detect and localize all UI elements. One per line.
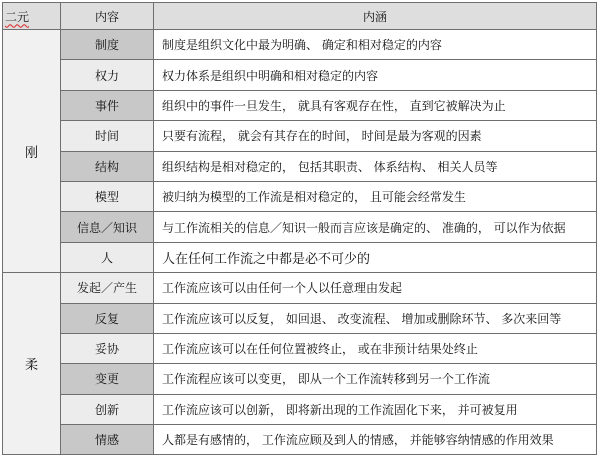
table-row — [3, 273, 597, 303]
row-item: 妥协 — [61, 333, 154, 363]
table-row — [3, 242, 597, 272]
row-desc: 工作流应该可以创新， 即将新出现的工作流固化下来， 并可被复用 — [154, 394, 597, 424]
row-item: 模型 — [61, 181, 154, 211]
row-desc: 与工作流相关的信息／知识一般而言应该是确定的、 准确的， 可以作为依据 — [154, 212, 597, 242]
row-item: 变更 — [61, 364, 154, 394]
row-desc: 人在任何工作流之中都是必不可少的 — [154, 242, 597, 272]
header-content: 内容 — [61, 3, 154, 30]
row-desc: 工作流应该可以在任何位置被终止， 或在非预计结果处终止 — [154, 333, 597, 363]
row-desc: 被归纳为模型的工作流是相对稳定的， 且可能会经常发生 — [154, 181, 597, 211]
table-row — [3, 425, 597, 455]
row-item: 事件 — [61, 90, 154, 120]
header-duality: 二元 — [3, 3, 61, 30]
row-item: 时间 — [61, 121, 154, 151]
row-desc: 组织中的事件一旦发生， 就具有客观存在性， 直到它被解决为止 — [154, 90, 597, 120]
row-item: 创新 — [61, 394, 154, 424]
header-meaning: 内涵 — [154, 3, 597, 30]
table-row — [3, 151, 597, 181]
header-row — [3, 3, 597, 30]
table-row — [3, 364, 597, 394]
group-label-rigid: 刚 — [3, 30, 61, 273]
table-row — [3, 212, 597, 242]
row-desc: 组织结构是相对稳定的， 包括其职责、 体系结构、 相关人员等 — [154, 151, 597, 181]
row-desc: 制度是组织文化中最为明确、 确定和相对稳定的内容 — [154, 30, 597, 60]
row-desc: 工作流应该可以反复， 如回退、 改变流程、 增加或删除环节、 多次来回等 — [154, 303, 597, 333]
duality-table — [2, 2, 597, 455]
row-desc: 只要有流程， 就会有其存在的时间， 时间是最为客观的因素 — [154, 121, 597, 151]
row-desc: 权力体系是组织中明确和相对稳定的内容 — [154, 60, 597, 90]
table-row — [3, 333, 597, 363]
row-item: 情感 — [61, 425, 154, 455]
row-item: 人 — [61, 242, 154, 272]
row-item: 发起／产生 — [61, 273, 154, 303]
group-label-flexible: 柔 — [3, 273, 61, 455]
row-item: 权力 — [61, 60, 154, 90]
table-row — [3, 394, 597, 424]
duality-table-container — [2, 2, 596, 450]
table-row — [3, 60, 597, 90]
row-item: 结构 — [61, 151, 154, 181]
table-row — [3, 30, 597, 60]
row-desc: 人都是有感情的， 工作流应顾及到人的情感， 并能够容纳情感的作用效果 — [154, 425, 597, 455]
table-row — [3, 121, 597, 151]
row-item: 制度 — [61, 30, 154, 60]
row-desc: 工作流程应该可以变更， 即从一个工作流转移到另一个工作流 — [154, 364, 597, 394]
table-row — [3, 181, 597, 211]
row-item: 反复 — [61, 303, 154, 333]
table-row — [3, 303, 597, 333]
row-item: 信息／知识 — [61, 212, 154, 242]
table-row — [3, 90, 597, 120]
row-desc: 工作流应该可以由任何一个人以任意理由发起 — [154, 273, 597, 303]
